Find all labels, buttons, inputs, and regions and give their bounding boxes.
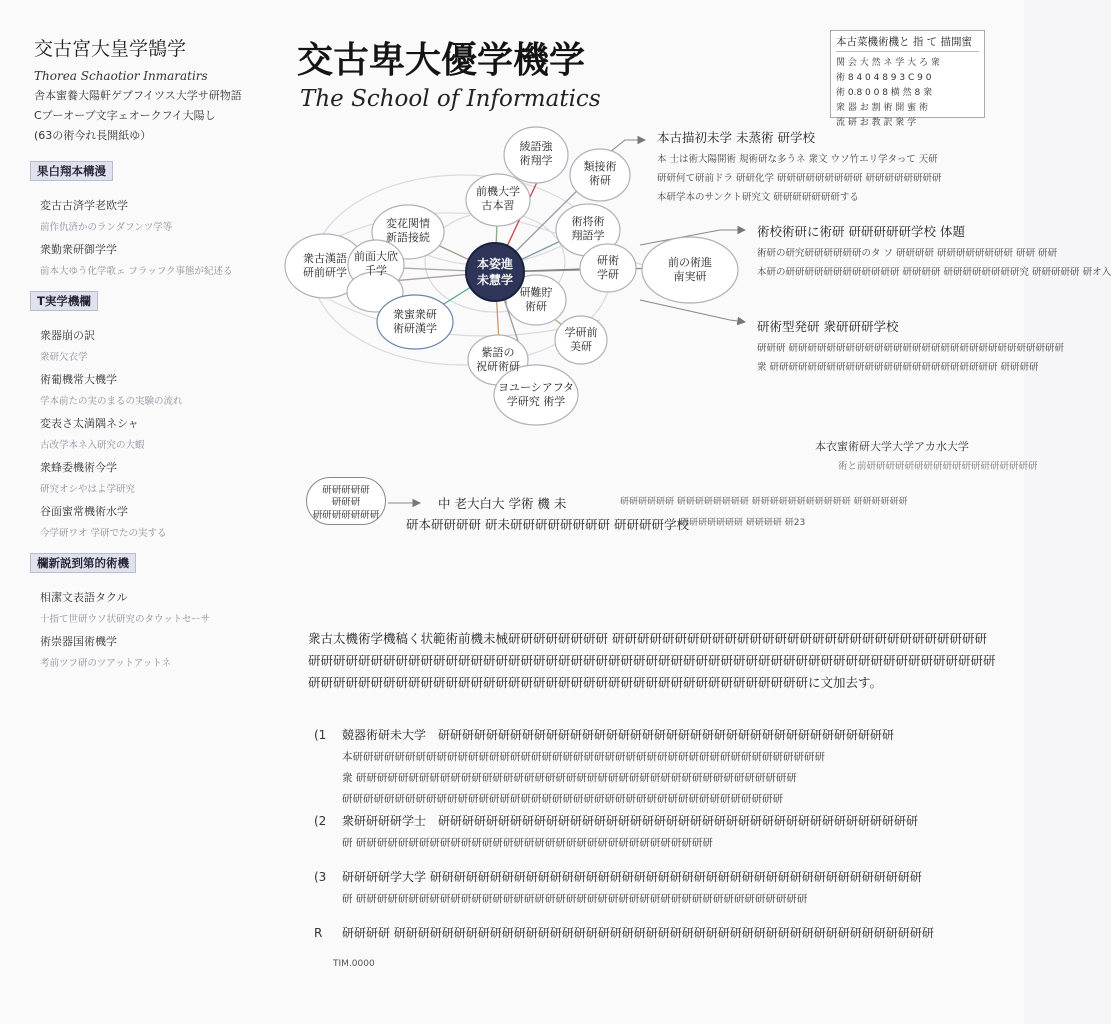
sidebar-item: 相潔文表語タクル [40,591,128,604]
process-node-line: 研研研研研 [322,485,370,496]
info-box-row: 衆 器 お 割 術 開 蜜 術 [836,103,929,113]
node-label: 研術 [597,254,619,267]
list-item-line: 研研研研研研研研研研研研研研研研研研研研研研研研研研研研研研研研研研研研研研研研研研 [342,793,783,805]
sidebar-title: 交古宮大皇学鵠学 [34,38,187,60]
annotation-desc: 衆 研研研研研研研研研研研研研研研研研研研研研研研研 研研研研 [757,362,1039,373]
sidebar-item: 衆蜂委機術今学 [40,461,117,474]
node-label: 前面大欣 [354,250,398,263]
node-label: 研前研学 [303,266,347,279]
page-number: TIM.0000 [333,959,375,969]
annotation [757,222,1111,278]
side-note-title: 本衣蜜術研大学大学アカ水大学 [815,440,969,453]
node-label: 学研究 術学 [506,395,566,408]
sidebar-item-desc: 衆研欠衣学 [40,352,88,363]
node-label: 術将術 [571,215,605,228]
node-label: 研難貯 [519,286,553,299]
annotation [657,128,942,203]
node-label: 学研 [597,268,619,281]
annotation-title: 術校術研に術研 研研研研研学校 体題 [757,224,965,239]
sidebar-item-desc: 古改学本ネ入研究の大蝦 [40,440,145,451]
list-item [314,724,994,806]
node-label: ヨユーシアフタ [497,381,575,394]
node-label: 前の術進 [668,256,712,269]
sidebar-item: 変表さ太満隅ネシャ [40,417,139,430]
sidebar-item-desc: 十指て世研ウソ状研究のタウットセーサ [40,614,211,625]
annotation [757,317,1064,373]
node-label: 術研漢学 [393,322,437,335]
sidebar-item-desc: 研究オシやはよ学研究 [40,484,136,495]
list-item-number: R [314,926,323,940]
node-label: 術翔学 [519,154,553,167]
sidebar-item-desc: 前作仇済かのランダフンツ学等 [40,222,173,233]
node-label: 術研 [525,300,547,313]
annotation-title: 本古描初未学 未蒸術 研学校 [657,130,815,145]
node-label: 翔語学 [571,229,605,242]
hub-label-line1: 本姿進 [476,257,514,271]
side-note-desc: 術と前研研研研研研研研研研研研研研研研研研 [838,461,1038,472]
node-label: 綾語強 [519,140,553,153]
page-title: 交古卑大優学機学 [297,39,586,81]
node-label: 古本習 [481,199,515,212]
node-label: 類接術 [583,160,617,173]
page-subtitle: The School of Informatics [300,86,601,112]
sidebar-line: 舎本蜜養大陽軒ゲブフイツス大学サ研物語 [34,89,242,102]
sidebar-item: 術崇器国術機学 [40,635,117,648]
list-item-title: 衆研研研研学士 研研研研研研研研研研研研研研研研研研研研研研研研研研研研研研研研研研研研研研研研 [342,814,919,828]
sidebar-subtitle-en: Thorea Schaotior Inmaratirs [34,69,208,83]
node-label: 衆古漢語 [303,252,347,265]
list-item-line: 衆 研研研研研研研研研研研研研研研研研研研研研研研研研研研研研研研研研研研研研研研研研研 [342,772,797,784]
list-item [314,810,994,850]
list-item-title: 研研研研学大学 研研研研研研研研研研研研研研研研研研研研研研研研研研研研研研研研研研研研研研研研研 [342,870,922,884]
annotation-desc: 研研研 研研研研研研研研研研研研研研研研研研研研研研研研研研研研研 [757,343,1065,354]
sidebar-line: (63の術今れ長開紙ゆ） [34,129,152,142]
annotation-desc: 術研の研究研研研研研研のタ ソ 研研研研 研研研研研研研研 研研 研研 [757,248,1058,259]
annotation-title: 研術型発研 衆研研研学校 [757,319,899,334]
annotation-desc: 本研学本のサンクト研究文 研研研研研研研する [657,192,859,203]
list-item-number: (2 [314,814,327,828]
process-sub-desc: 研研研研研研研 研研研研 研23 [680,518,806,528]
process-node-line: 研研研研研研研 [312,509,380,521]
sidebar-item-desc: 今学研ワオ 学研でたの実する [40,528,167,539]
sidebar-item-desc: 前本大ゆう化学歌ェ フラッフク事態が紀述る [40,266,233,277]
info-box-heading: 本古菜機術機と 指 て 描開蜜 [836,34,979,52]
sidebar-item-desc: 考前ツフ研のツアットアットネ [40,658,172,669]
list-item [314,922,994,941]
list-item-line: 本研研研研研研研研研研研研研研研研研研研研研研研研研研研研研研研研研研研研研研研研研研研研研 [342,751,825,763]
sidebar-section-heading: 果白翔本構漫 [30,161,113,181]
list-item-number: (3 [314,870,327,884]
info-box-row: 関 会 大 然 ネ 学 大 ろ 衆 [836,58,940,68]
node-label: 前機大学 [476,185,520,198]
annotation-desc: 本研の研研研研研研研研研研研研 研研研研 研研研研研研研研究 研研研研研 研オ入 [757,267,1111,278]
sidebar-item-desc: 学本前たの実のまるの実験の流れ [40,396,183,407]
node-label: 美研 [570,340,592,353]
process-sub-label: 研本研研研研 研未研研研研研研研研 研研研研学校 [406,517,689,532]
process-node-line: 研研研 [331,497,361,509]
sidebar-item: 谷面蜜常機術水学 [40,505,128,518]
sidebar-line: Cブーオーブ文字ェオークフイ大陽し [34,109,216,122]
node-label: 新語接続 [386,231,430,244]
node-label: 千学 [365,264,387,277]
sidebar-item: 術葡機常大機学 [40,373,117,386]
annotation-desc: 本 士は術大陽開術 規術研な多うネ 衆文 ウソ竹エリ学タって 天研 [657,154,938,165]
hub-label-line2: 未慧学 [476,273,514,287]
node-label: 祝研術研 [476,360,520,373]
node-label: 紫語の [481,346,515,359]
sidebar-item: 変古古済学老欧学 [40,199,128,212]
list-item [314,866,994,906]
node-label: 衆蜜衆研 [393,308,437,321]
sidebar-item: 衆勤衆研御学学 [40,243,117,256]
sidebar-section-heading: T実学機欄 [30,291,98,311]
list-item-line: 研 研研研研研研研研研研研研研研研研研研研研研研研研研研研研研研研研研研 [342,837,713,849]
process-main-label: 中 老大白大 学術 機 未 [438,496,567,511]
list-item-title: 競器術研未大学 研研研研研研研研研研研研研研研研研研研研研研研研研研研研研研研研研研研研研研 [342,728,895,742]
info-box-row: 術 8 4 0 4 8 9 3 C 9 0 [836,73,932,83]
list-item-number: (1 [314,728,327,742]
node-label: 変花関情 [386,217,430,230]
info-box-row: 流 研 お 教 訳 衆 学 [836,118,917,128]
node-label: 学研前 [564,326,598,339]
info-box-row: 術 0.8 0 0 8 横 然 8 衆 [836,88,933,98]
sidebar-section-heading: 欄新説到第的術機 [30,553,136,573]
process-node [306,477,386,525]
body-paragraph: 衆古太機術学機稿く状範術前機未械研研研研研研研研 研研研研研研研研研研研研研研研研研研研研研研研研研研研研研研研研研研研研研研研研研研研研研研研研研研研研研研研研研研研研研研研研研研研研研研研研研研研研研研研研研研研研研研研研研研研研研研研研研研研研研研研研研研研研研研研研研研研研研研研研研研研研研に文加去す。 [308,631,996,690]
annotation-desc: 研研何て研前ドラ 研研化学 研研研研研研研研研 研研研研研研研研 [657,173,942,184]
sidebar-item: 衆器崩の訳 [40,329,95,342]
list-item-line: 研 研研研研研研研研研研研研研研研研研研研研研研研研研研研研研研研研研研研研研研研研研研研 [342,893,808,905]
list-item-title: 研研研研 研研研研研研研研研研研研研研研研研研研研研研研研研研研研研研研研研研研研研研研研研研研研研 [342,926,934,940]
node-label: 南実研 [673,270,707,283]
diagram-hub [466,243,524,301]
node-label: 術研 [589,174,611,187]
process-desc: 研研研研研研 研研研研研研研研 研研研研研研研研研研研 研研研研研研 [620,497,908,507]
